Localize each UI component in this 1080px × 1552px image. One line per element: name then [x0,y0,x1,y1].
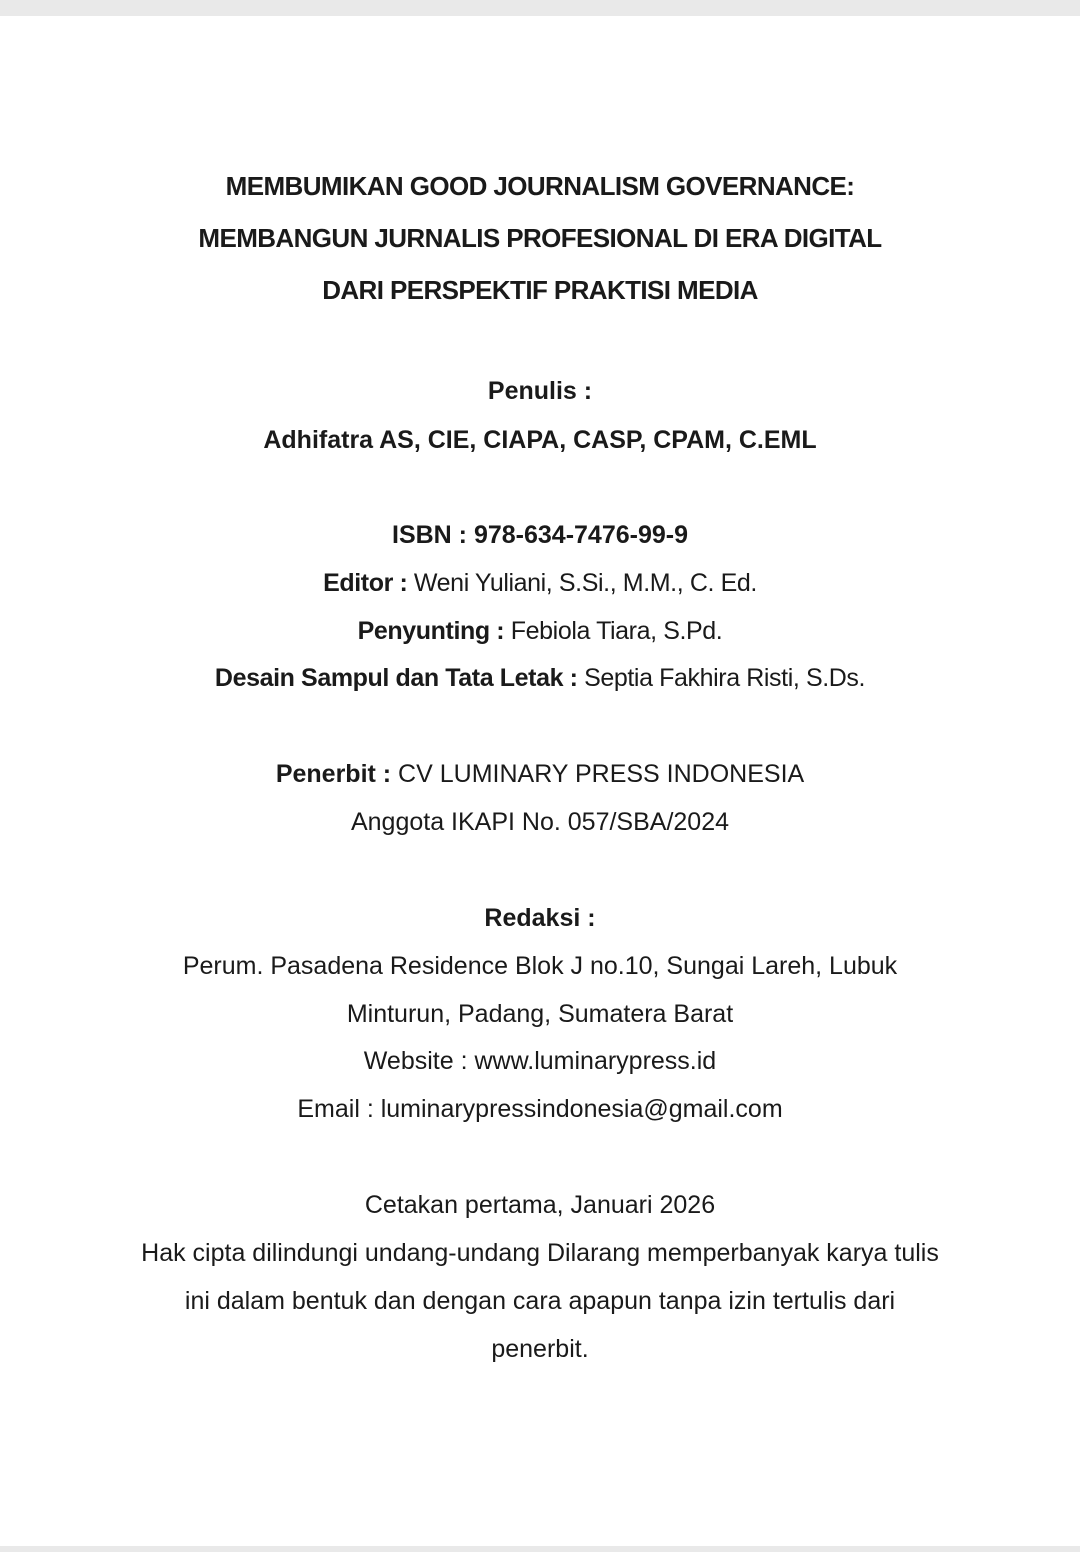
redaksi-label: Redaksi : [484,904,596,932]
book-title-line-1: MEMBUMIKAN GOOD JOURNALISM GOVERNANCE: [225,171,855,201]
book-title-line-2: MEMBANGUN JURNALIS PROFESIONAL DI ERA DIGITAL [198,223,882,253]
edition: Cetakan pertama, Januari 2026 [364,1191,716,1219]
copyright-line-1: Hak cipta dilindungi undang-undang Dilarang memperbanyak karya tulis [141,1239,939,1267]
desain-line [0,662,1080,694]
document-page [0,16,1080,1546]
penyunting-label: Penyunting : [357,617,505,645]
publisher-value: CV LUMINARY PRESS INDONESIA [391,760,805,788]
book-title-line-3: DARI PERSPEKTIF PRAKTISI MEDIA [322,275,758,305]
editor-value: Weni Yuliani, S.Si., M.M., C. Ed. [407,569,757,597]
address-line-1: Perum. Pasadena Residence Blok J no.10, Sungai Lareh, Lubuk [182,952,898,980]
author-name: Adhifatra AS, CIE, CIAPA, CASP, CPAM, C.EML [263,426,817,454]
desain-label: Desain Sampul dan Tata Letak : [214,664,578,692]
desain-value: Septia Fakhira Risti, S.Ds. [577,664,866,692]
editor-line [0,567,1080,599]
penyunting-line [0,615,1080,647]
email: Email : luminarypressindonesia@gmail.com [297,1095,783,1123]
address-line-2: Minturun, Padang, Sumatera Barat [346,1000,734,1028]
editor-label: Editor : [323,569,408,597]
ikapi-membership: Anggota IKAPI No. 057/SBA/2024 [350,808,730,836]
author-label: Penulis : [487,377,593,405]
website: Website : www.luminarypress.id [363,1047,717,1075]
copyright-line-3: penerbit. [491,1335,589,1363]
penyunting-value: Febiola Tiara, S.Pd. [504,617,723,645]
publisher-label: Penerbit : [275,760,392,788]
copyright-line-2: ini dalam bentuk dan dengan cara apapun tanpa izin tertulis dari [184,1287,896,1315]
publisher-line [0,758,1080,790]
isbn: ISBN : 978-634-7476-99-9 [392,521,688,549]
